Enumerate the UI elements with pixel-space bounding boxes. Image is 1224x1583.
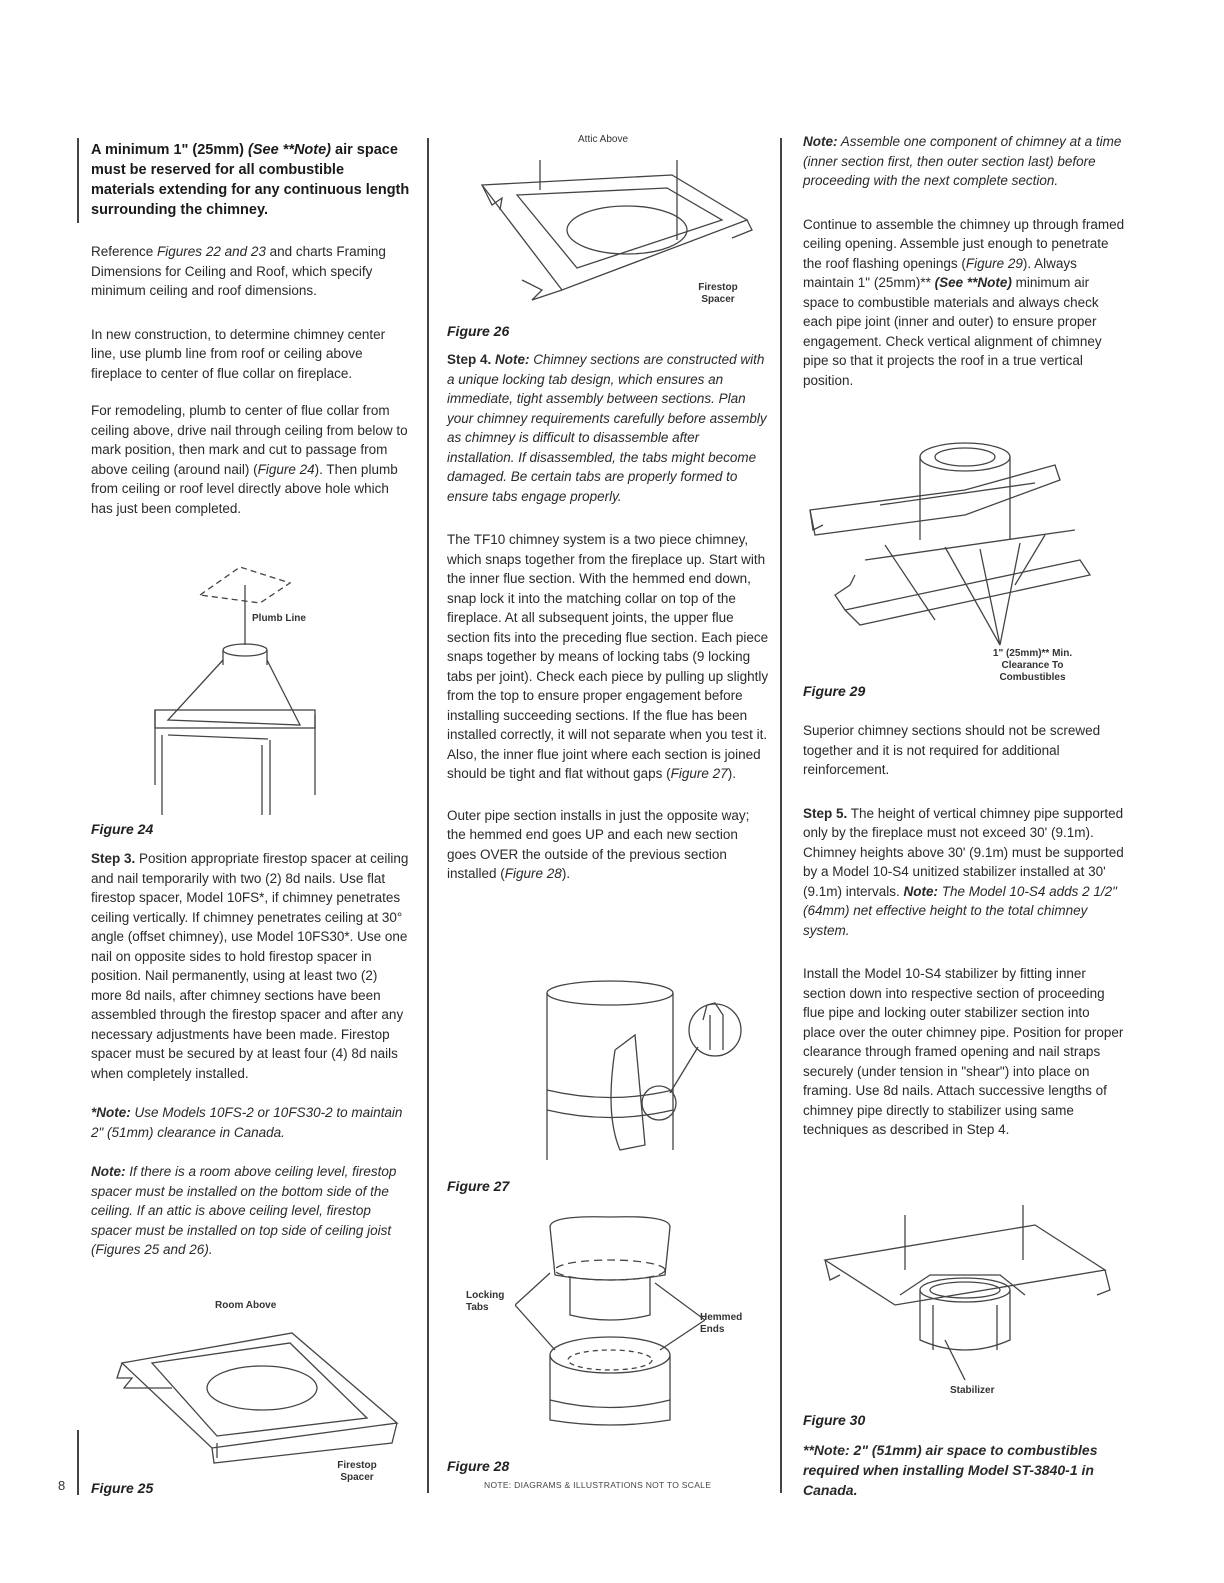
- room-above-note: Note: If there is a room above ceiling level, firestop spacer must be installed on the bottom side of the ceiling. If an attic is above ceiling level, firestop spacer must be installed on top side of ceiling joist (Figures 25 and 26).: [91, 1164, 397, 1257]
- minimum-air-space-lead: A minimum 1" (25mm) (See **Note) air space must be reserved for all combustible materials extending for any continuous length surrounding the chimney.: [91, 142, 410, 218]
- figure-29-illustration: [805, 435, 1100, 650]
- figure-30-caption: Figure 30: [803, 1412, 866, 1428]
- column-divider-2: [780, 138, 782, 1493]
- step-4-paragraph: Step 4. Note: Chimney sections are constructed with a unique locking tab design, which ensures an immediate, tight assembly between sections. Plan your chimney requirements carefully before assembly as chimney is difficult to disassemble after installation. If disassembled, the tabs might become damaged. Be certain tabs are properly formed to ensure tabs engage properly.: [447, 352, 767, 504]
- continue-assemble-paragraph: Continue to assemble the chimney up through framed ceiling opening. Assemble just enough to penetrate the roof flashing openings (Figure 29). Always maintain 1" (25mm)** (See **Note) minimum air space to combustible materials and always check each pipe joint (inner and outer) to ensure proper engagement. Check vertical alignment of chimney pipe so that it projects the roof in a true vertical position.: [803, 216, 1125, 388]
- attic-above-label: Attic Above: [578, 134, 629, 145]
- firestop-spacer-label-fig25: Firestop Spacer: [337, 1460, 377, 1483]
- firestop-spacer-label-fig26: Firestop Spacer: [698, 282, 738, 305]
- install-stabilizer-paragraph: Install the Model 10-S4 stabilizer by fitting inner section down into respective section of proceeding flue pipe and locking outer stabilizer section into place over the outer chimney pipe. Position for proper clearance through framed opening and nail straps securely (under tension in "shear") into place on framing. Use 8d nails. Attach successive lengths of chimney pipe directly to stabilizer using same techniques as described in Step 4.: [803, 966, 1124, 1137]
- remodeling-paragraph: For remodeling, plumb to center of flue collar from ceiling above, drive nail through ceiling from below to mark position, then mark and cut to passage from above ceiling (around nail) (Figure 24). Then plumb from ceiling or roof level directly above hole which has just been completed.: [91, 403, 408, 516]
- two-piece-chimney-paragraph: The TF10 chimney system is a two piece chimney, which snaps together from the fireplace up. Start with the inner flue section. With the hemmed end down, snap lock it into the matching collar on top of the fireplace. At all subsequent joints, the upper flue section fits into the preceding flue section. Each piece snaps together by means of locking tabs (9 locking tabs per joint). Check each piece by pulling up slightly from the top to ensure proper engagement before installing succeeding sections. If the flue has been installed correctly, it will not separate when you test it. Also, the inner flue joint where each section is joined should be tight and flat without gaps (Figure 27).: [447, 532, 769, 781]
- column-1-lower: [91, 849, 411, 1278]
- plumb-line-label: Plumb Line: [252, 613, 306, 624]
- column-1: [91, 140, 411, 536]
- figure-27-caption: Figure 27: [447, 1178, 510, 1194]
- new-construction-paragraph: In new construction, to determine chimney center line, use plumb line from roof or ceiling above fireplace to center of flue collar on fireplace.: [91, 326, 386, 381]
- figure-29-caption: Figure 29: [803, 683, 866, 699]
- column-divider-left: [77, 138, 79, 223]
- reference-paragraph: Reference Figures 22 and 23 and charts Framing Dimensions for Ceiling and Roof, which specify minimum ceiling and roof dimensions.: [91, 244, 386, 298]
- assemble-one-component-note: Note: Assemble one component of chimney at a time (inner section first, then outer section last) before proceeding with the next complete section.: [803, 134, 1122, 188]
- figure-25-illustration: [112, 1318, 402, 1468]
- hemmed-ends-label: Hemmed Ends: [700, 1312, 743, 1335]
- figure-24-caption: Figure 24: [91, 821, 154, 837]
- figure-30-illustration: [815, 1200, 1115, 1385]
- min-clearance-label: 1" (25mm)** Min. Clearance To Combustibles: [992, 648, 1073, 683]
- column-3-lower: [803, 721, 1125, 1158]
- column-3: [803, 132, 1125, 408]
- column-divider-left-bottom: [77, 1430, 79, 1495]
- outer-pipe-paragraph: Outer pipe section installs in just the opposite way; the hemmed end goes UP and each new section goes OVER the outside of the previous section installed (Figure 28).: [447, 807, 750, 881]
- stabilizer-label: Stabilizer: [950, 1385, 995, 1396]
- canada-st3840-note: **Note: 2" (51mm) air space to combustibles required when installing Model ST-3840-1 in Canada.: [803, 1442, 1098, 1498]
- figure-25-caption: Figure 25: [91, 1480, 154, 1496]
- locking-tabs-label: Locking Tabs: [466, 1290, 505, 1313]
- canada-note: *Note: Use Models 10FS-2 or 10FS30-2 to maintain 2" (51mm) clearance in Canada.: [91, 1105, 403, 1140]
- figure-24-illustration: [150, 555, 320, 815]
- room-above-label: Room Above: [215, 1300, 277, 1311]
- figure-27-illustration: [535, 975, 755, 1165]
- page-number: 8: [58, 1478, 66, 1493]
- step-5-paragraph: Step 5. The height of vertical chimney pipe supported only by the fireplace must not exceed 30' (9.1m). Chimney heights above 30' (9.1m) must be supported by a Model 10-S4 unitized stabilizer installed at 30' (9.1m) intervals. Note: The Model 10-S4 adds 2 1/2" (64mm) net effective height to the total chimney system.: [803, 805, 1124, 938]
- column-2: [447, 350, 769, 902]
- column-divider-1: [427, 138, 429, 1493]
- step-3-paragraph: Step 3. Position appropriate firestop spacer at ceiling and nail temporarily with two (2) 8d nails. Use flat firestop spacer, Model 10FS*, if chimney penetrates ceiling vertically. If chimney penetrates ceiling at 30° angle (offset chimney), use Model 10FS30*. Use one nail on opposite sides to hold firestop spacer in position. Nail permanently, using at least two (2) more 8d nails, after chimney sections have been assembled through the firestop spacer and after any necessary adjustments have been made. Firestop spacer must be secured by at least four (4) 8d nails when completely installed.: [91, 851, 409, 1081]
- diagrams-not-to-scale-note: NOTE: DIAGRAMS & ILLUSTRATIONS NOT TO SCALE: [484, 1480, 712, 1490]
- superior-chimney-paragraph: Superior chimney sections should not be screwed together and it is not required for additional reinforcement.: [803, 723, 1101, 777]
- figure-26-caption: Figure 26: [447, 323, 510, 339]
- figure-28-illustration: [515, 1215, 705, 1445]
- figure-28-caption: Figure 28: [447, 1458, 510, 1474]
